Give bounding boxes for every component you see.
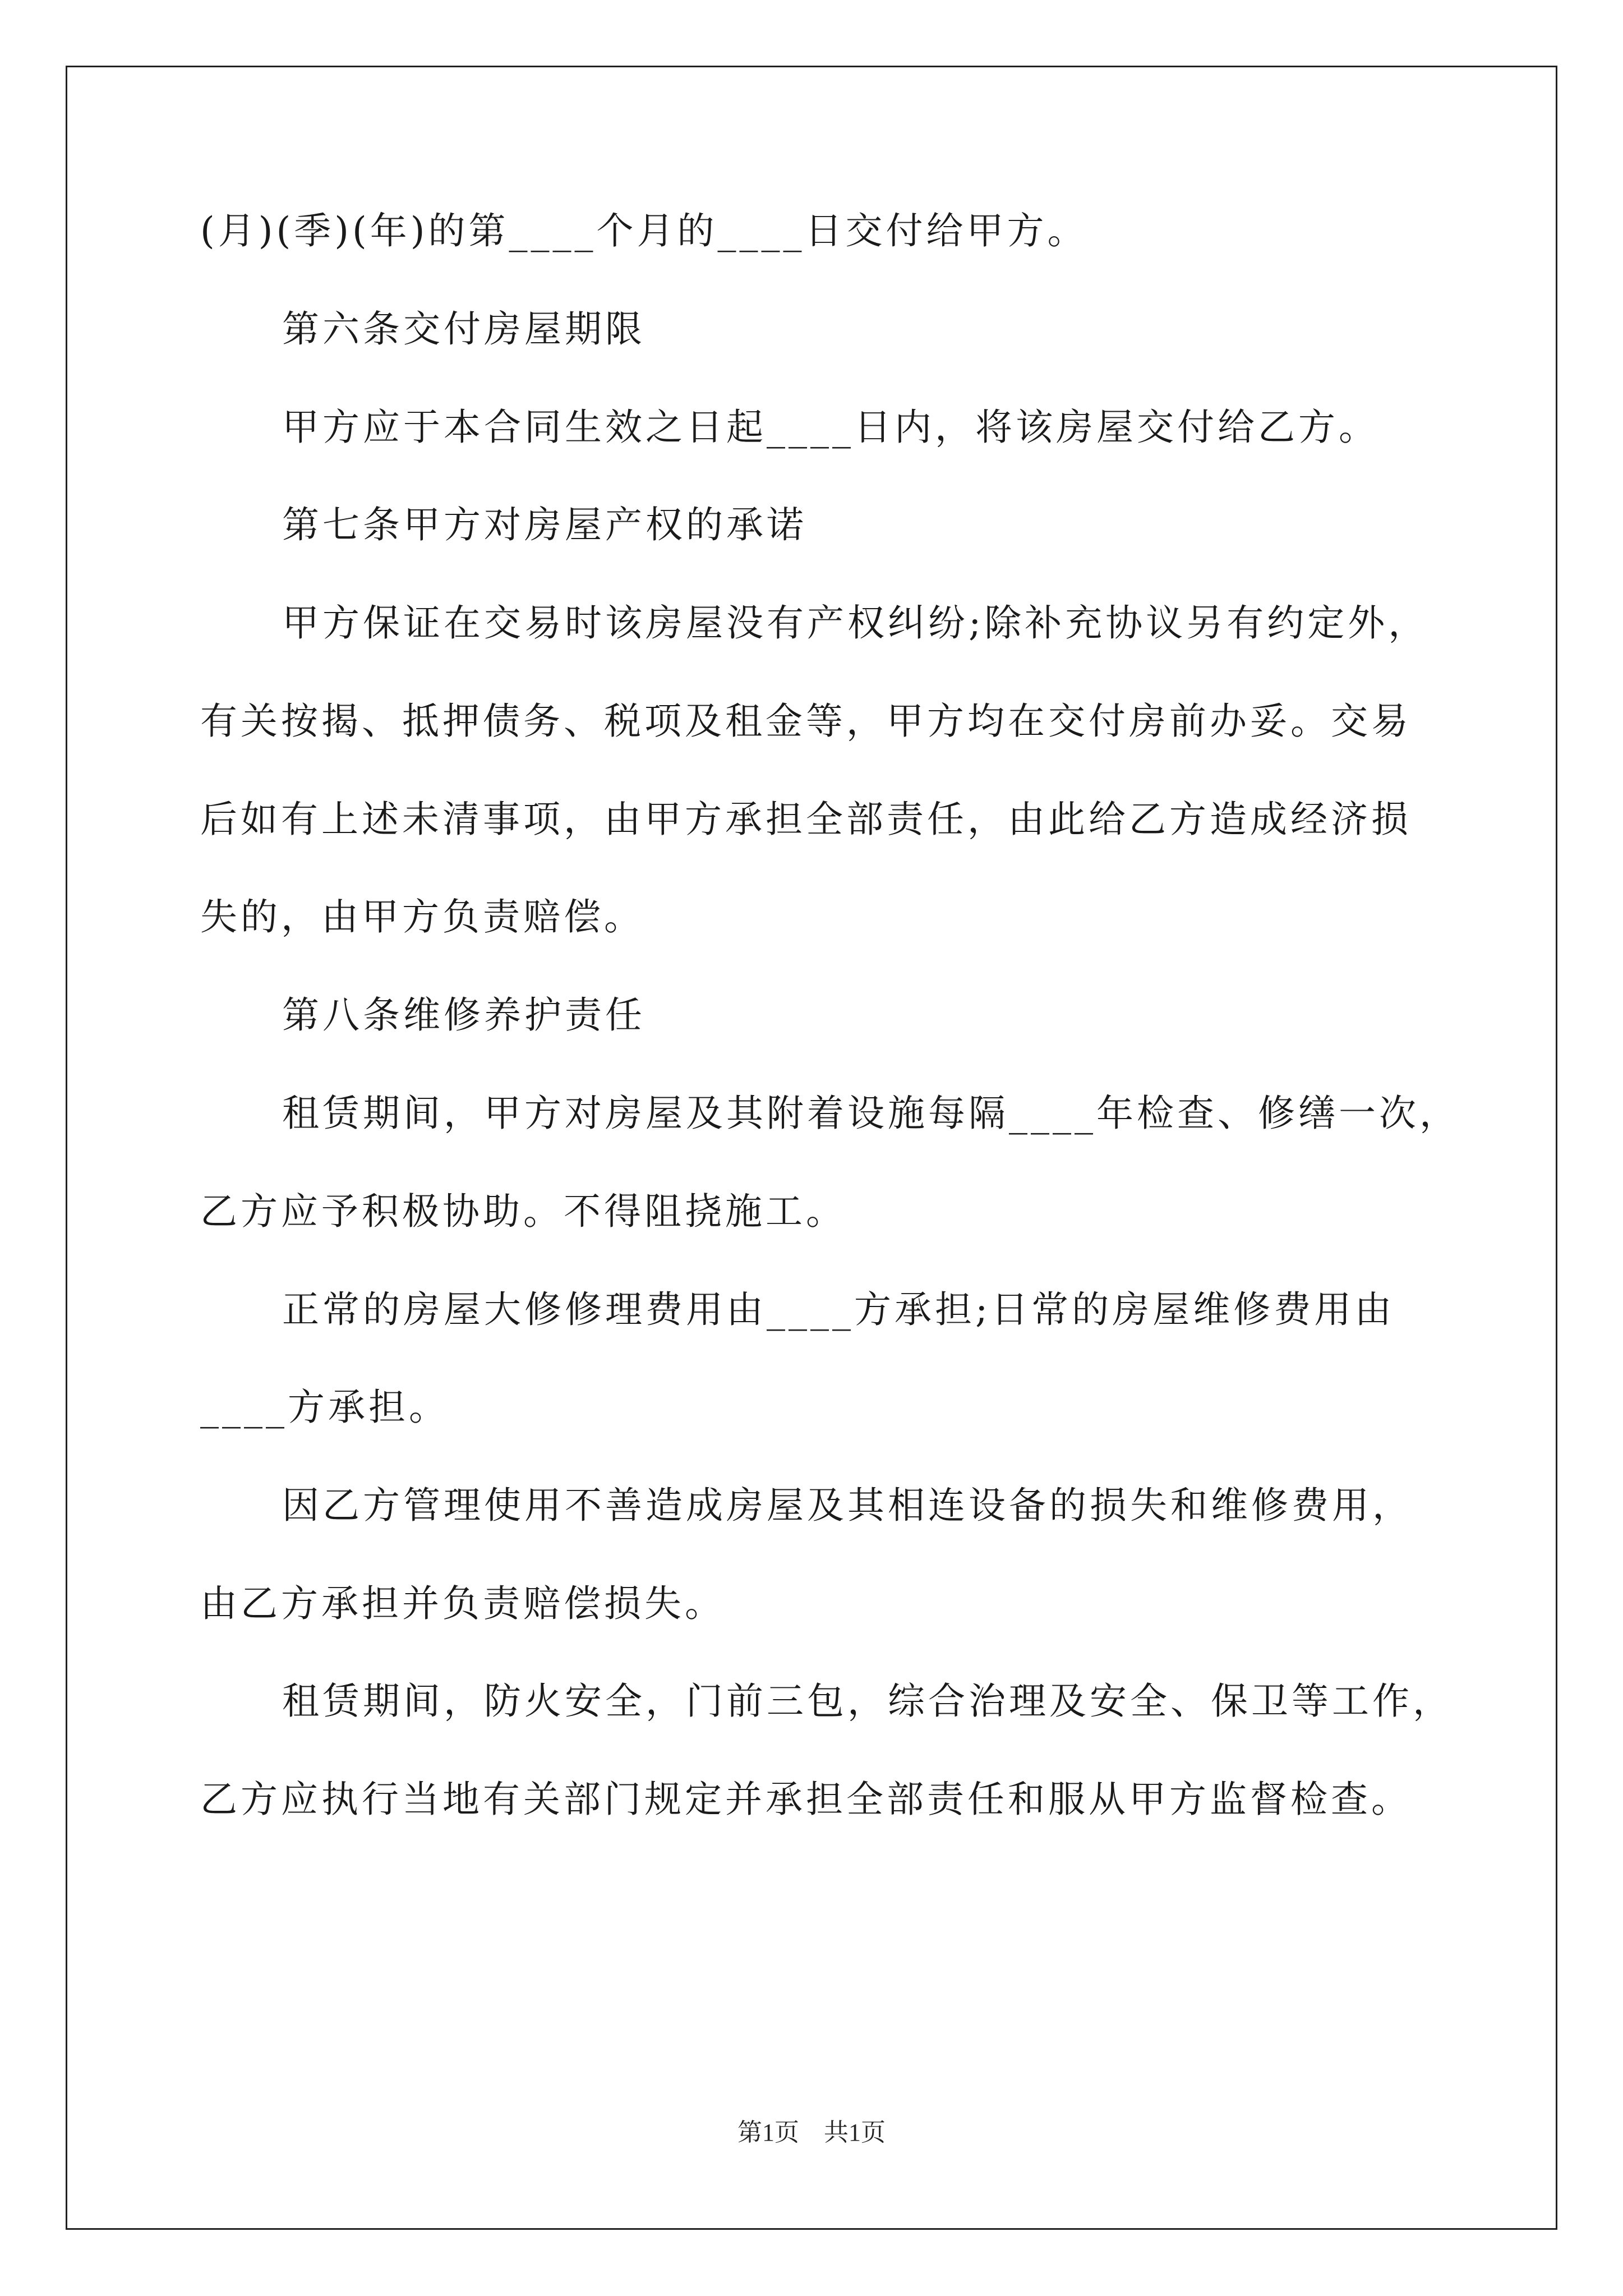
paragraph-line: 乙方应执行当地有关部门规定并承担全部责任和服从甲方监督检查。 (200, 1778, 1412, 1821)
paragraph-line: 有关按揭、抵押债务、税项及租金等，甲方均在交付房前办妥。交易 (200, 700, 1412, 743)
paragraph-line: 正常的房屋大修修理费用由____方承担;日常的房屋维修费用由 (282, 1288, 1395, 1331)
paragraph-line: (月)(季)(年)的第____个月的____日交付给甲方。 (200, 209, 1088, 252)
section-heading-6: 第六条交付房屋期限 (282, 307, 645, 351)
page-number-footer: 第1页 共1页 (737, 2119, 886, 2146)
paragraph-line: 由乙方承担并负责赔偿损失。 (200, 1582, 725, 1625)
page-border (66, 66, 1557, 2230)
paragraph-line: 后如有上述未清事项，由甲方承担全部责任，由此给乙方造成经济损 (200, 798, 1412, 841)
paragraph-line: 甲方保证在交易时该房屋没有产权纠纷;除补充协议另有约定外， (282, 601, 1429, 645)
paragraph-line: 失的，由甲方负责赔偿。 (200, 895, 644, 938)
section-heading-7: 第七条甲方对房屋产权的承诺 (282, 503, 807, 546)
paragraph-line: 甲方应于本合同生效之日起____日内，将该房屋交付给乙方。 (282, 406, 1379, 449)
paragraph-line: 租赁期间，甲方对房屋及其附着设施每隔____年检查、修缮一次， (282, 1092, 1460, 1135)
paragraph-line: 租赁期间，防火安全，门前三包，综合治理及安全、保卫等工作， (282, 1680, 1453, 1723)
paragraph-line: ____方承担。 (200, 1386, 449, 1429)
paragraph-line: 因乙方管理使用不善造成房屋及其相连设备的损失和维修费用， (282, 1484, 1413, 1527)
section-heading-8: 第八条维修养护责任 (282, 993, 645, 1037)
paragraph-line: 乙方应予积极协助。不得阻挠施工。 (200, 1190, 846, 1233)
